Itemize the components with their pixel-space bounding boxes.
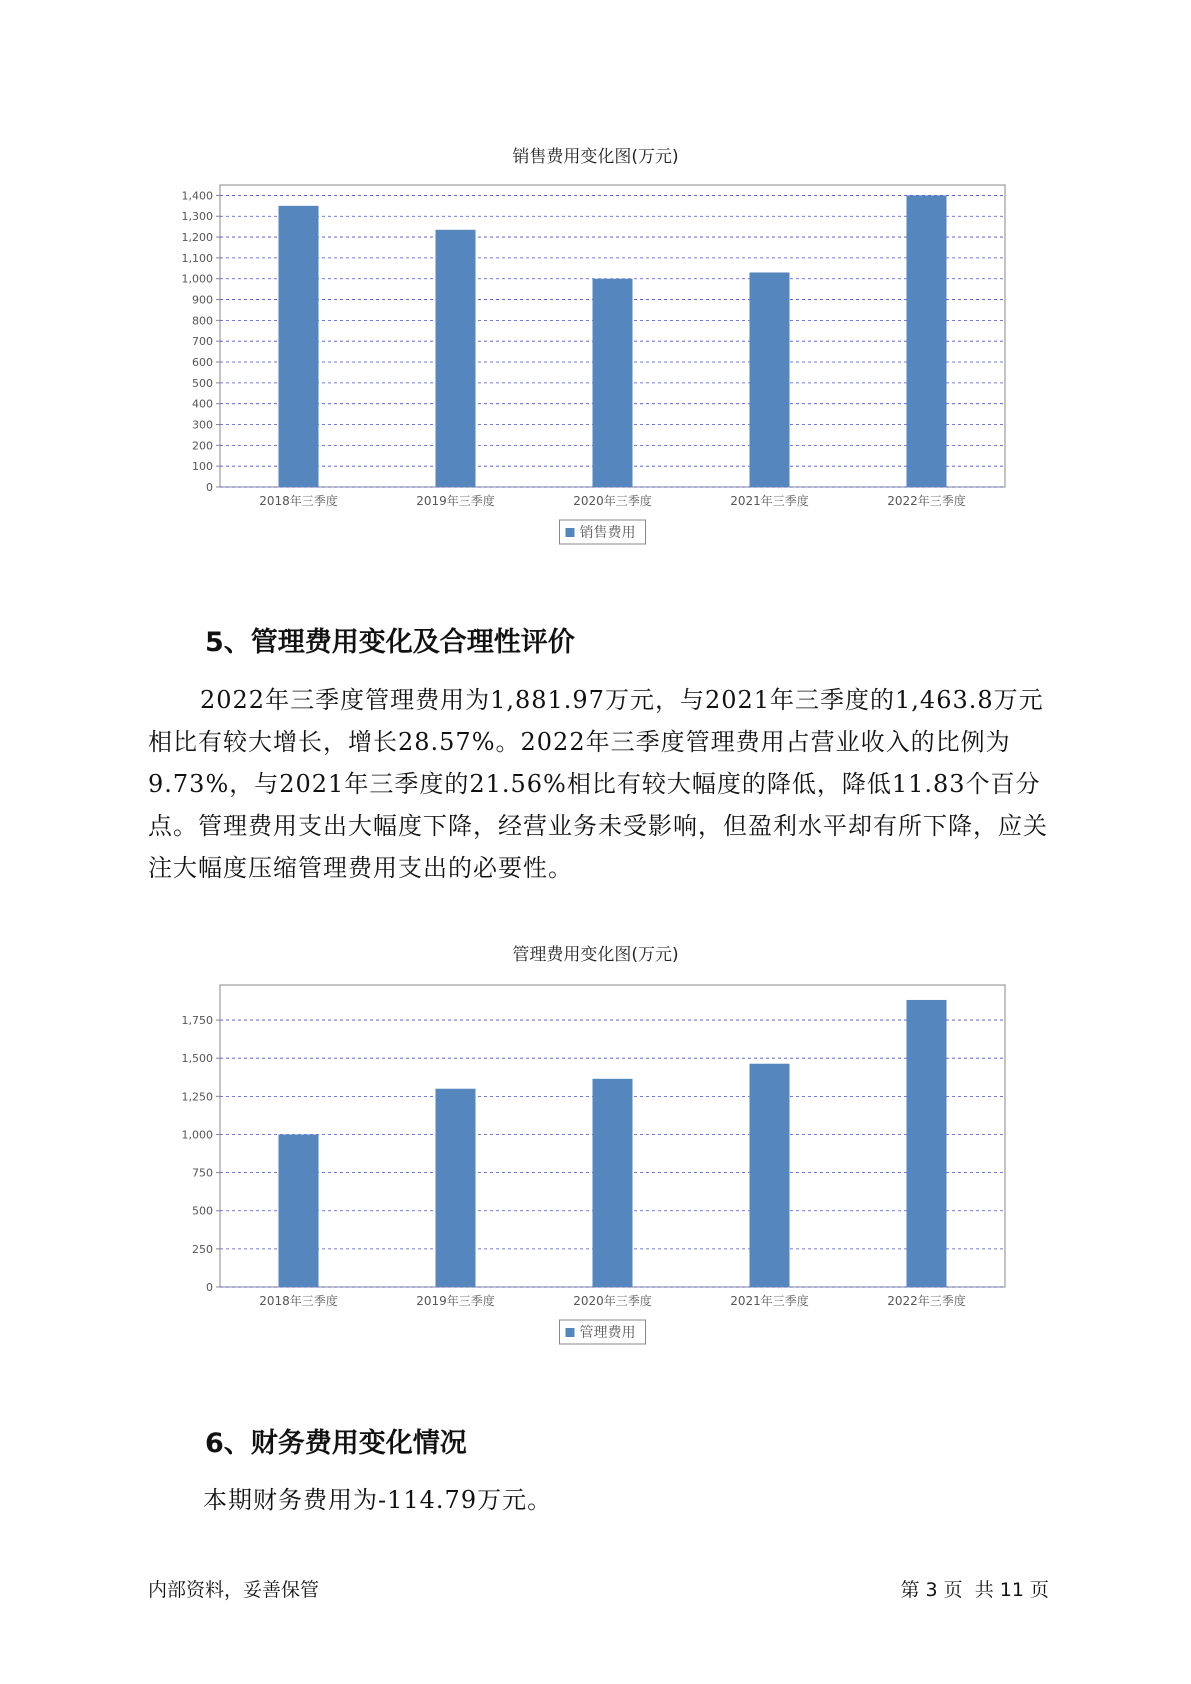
chart1-y-tick-label: 800 bbox=[192, 314, 213, 328]
chart2-y-tick-label: 1,250 bbox=[181, 1090, 213, 1104]
chart2-y-tick-label: 1,750 bbox=[181, 1014, 213, 1028]
chart1-x-tick-label: 2019年三季度 bbox=[416, 494, 495, 508]
chart2-y-tick-label: 500 bbox=[192, 1204, 213, 1218]
chart1-bar bbox=[907, 195, 947, 487]
chart1-y-tick-label: 500 bbox=[192, 376, 213, 390]
chart2-bar bbox=[593, 1079, 633, 1287]
chart1-y-tick-label: 400 bbox=[192, 397, 213, 411]
chart2-x-tick-label: 2018年三季度 bbox=[259, 1294, 338, 1308]
section5-heading: 5、管理费用变化及合理性评价 bbox=[205, 627, 575, 658]
chart1-y-tick-label: 300 bbox=[192, 418, 213, 432]
chart1-y-tick-label: 1,000 bbox=[181, 272, 213, 286]
chart2-y-tick-label: 1,500 bbox=[181, 1052, 213, 1066]
chart2-y-tick-label: 1,000 bbox=[181, 1128, 213, 1142]
admin-expense-chart bbox=[150, 965, 1030, 1350]
chart1-y-tick-label: 1,200 bbox=[181, 231, 213, 245]
chart1-y-tick-label: 600 bbox=[192, 356, 213, 370]
chart1-y-tick-label: 100 bbox=[192, 460, 213, 474]
chart1-x-tick-label: 2020年三季度 bbox=[573, 494, 652, 508]
chart2-legend-label: 管理费用 bbox=[579, 1325, 636, 1341]
chart1-bar bbox=[436, 230, 476, 487]
chart2-bar bbox=[279, 1134, 319, 1287]
chart1-legend-label: 销售费用 bbox=[579, 525, 636, 541]
chart1-x-tick-label: 2018年三季度 bbox=[259, 494, 338, 508]
chart1-bar bbox=[593, 279, 633, 487]
chart2-legend-swatch bbox=[566, 1328, 575, 1337]
chart1-title: 销售费用变化图(万元) bbox=[512, 147, 679, 167]
chart1-y-tick-label: 1,400 bbox=[181, 189, 213, 203]
chart1-y-tick-label: 700 bbox=[192, 335, 213, 349]
chart2-bar bbox=[750, 1064, 790, 1287]
chart2-x-tick-label: 2020年三季度 bbox=[573, 1294, 652, 1308]
chart2-title: 管理费用变化图(万元) bbox=[512, 945, 679, 965]
chart1-y-tick-label: 1,300 bbox=[181, 210, 213, 224]
chart2-y-tick-label: 0 bbox=[206, 1281, 213, 1294]
chart1-y-tick-label: 1,100 bbox=[181, 251, 213, 265]
section6-heading: 6、财务费用变化情况 bbox=[205, 1428, 467, 1459]
footer-page-number: 第 3 页 共 11 页 bbox=[900, 1579, 1049, 1601]
chart2-bar bbox=[436, 1089, 476, 1287]
footer-confidential: 内部资料，妥善保管 bbox=[148, 1579, 320, 1601]
chart1-y-tick-label: 0 bbox=[206, 481, 213, 494]
sales-expense-chart bbox=[150, 165, 1030, 550]
section5-paragraph: 2022年三季度管理费用为1,881.97万元，与2021年三季度的1,463.8万元相比有较大增长，增长28.57%。2022年三季度管理费用占营业收入的比例为9.73%，与2021年三季度的21.56%相比有较大幅度的降低，降低11.83个百分点。管理费用支出大幅度下降，经营业务未受影响，但盈利水平却有所下降，应关注大幅度压缩管理费用支出的必要性。 bbox=[148, 686, 1048, 882]
chart2-x-tick-label: 2022年三季度 bbox=[887, 1294, 966, 1308]
chart2-bar bbox=[907, 1000, 947, 1287]
chart1-x-tick-label: 2022年三季度 bbox=[887, 494, 966, 508]
chart1-y-tick-label: 200 bbox=[192, 439, 213, 453]
chart2-y-tick-label: 750 bbox=[192, 1166, 213, 1180]
chart2-y-tick-label: 250 bbox=[192, 1242, 213, 1256]
chart1-legend-swatch bbox=[566, 528, 575, 537]
chart2-x-tick-label: 2021年三季度 bbox=[730, 1294, 809, 1308]
chart1-x-tick-label: 2021年三季度 bbox=[730, 494, 809, 508]
chart1-bar bbox=[750, 272, 790, 487]
chart1-y-tick-label: 900 bbox=[192, 293, 213, 307]
section6-paragraph: 本期财务费用为-114.79万元。 bbox=[203, 1486, 553, 1514]
chart1-bar bbox=[279, 206, 319, 487]
chart2-x-tick-label: 2019年三季度 bbox=[416, 1294, 495, 1308]
